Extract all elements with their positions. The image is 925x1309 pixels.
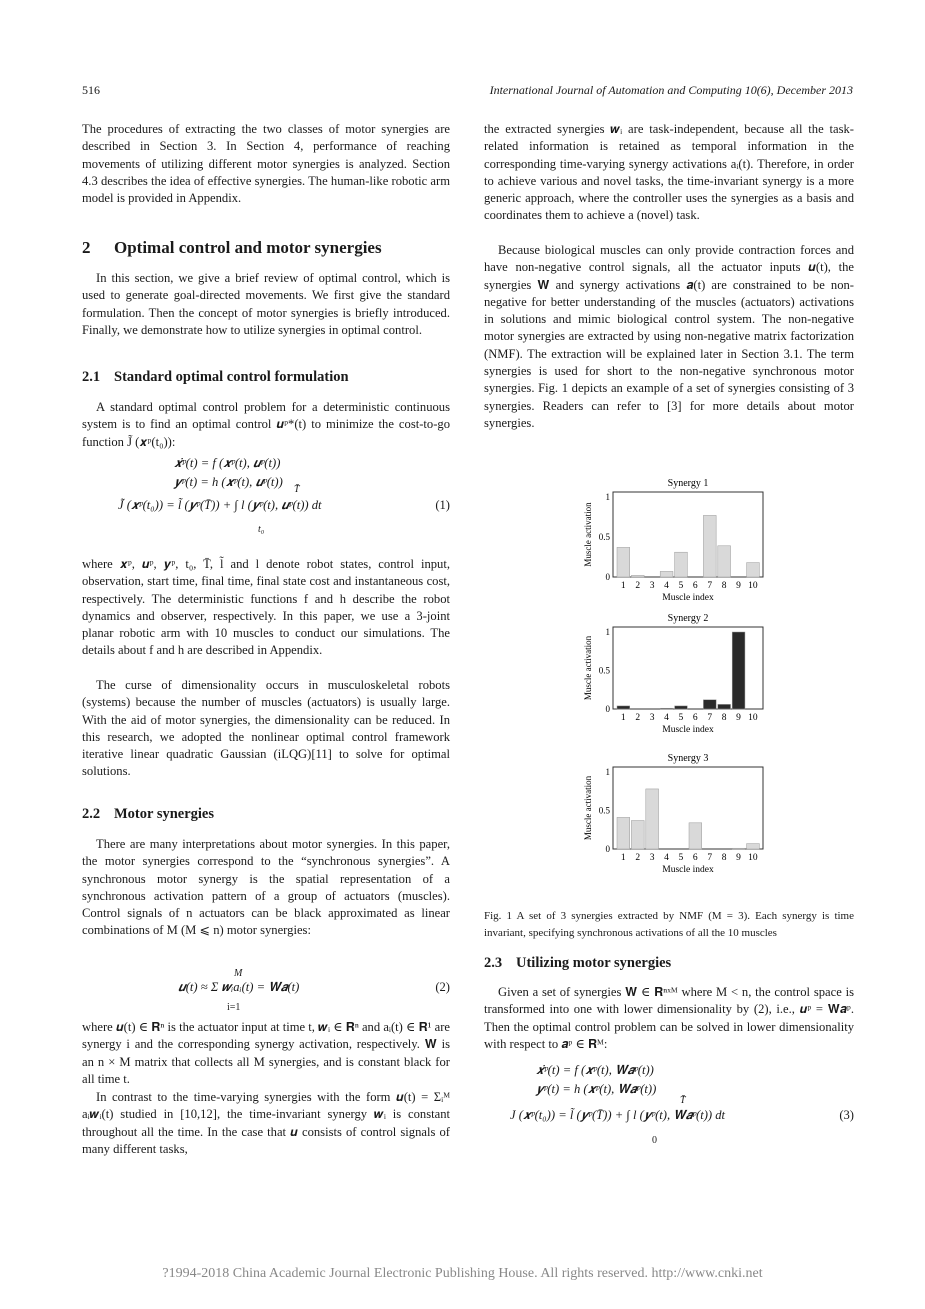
figure-1-synergies: [580, 470, 780, 885]
bar: [660, 571, 673, 577]
x-tick-label: 5: [678, 713, 684, 723]
x-tick-label: 9: [736, 853, 741, 863]
paragraph: In this section, we give a brief review of optimal control, which is used to generate goal-directed movements. We first give the standard formulation. Then the concept of motor synergies is briefly introduced. Finally, we demonstrate how to utilize synergies in optimal control.: [82, 271, 450, 337]
y-tick-label: 1: [605, 767, 610, 777]
equation-3: 𝒙̇ᵖ(t) = f (𝒙ᵖ(t), 𝐖𝒂ᵖ(t)) 𝒚ᵖ(t) = h (𝒙ᵖ(t), 𝐖𝒂ᵖ(t)) J (𝒙ᵖ(t₀)) = l̃ (𝒚ᵖ(T̄)) + ∫ l (𝒚ᵖ(t), 𝐖𝒂ᵖ(t)) dt T̄ 0 (3): [510, 1063, 854, 1146]
y-tick-label: 0: [605, 844, 610, 854]
x-tick-label: 7: [707, 853, 713, 863]
x-tick-label: 1: [620, 853, 626, 863]
page-number: 516: [82, 83, 100, 97]
bar: [675, 706, 688, 709]
bar: [732, 632, 745, 709]
paragraph: Given a set of synergies 𝐖 ∈ 𝐑ⁿˣᴹ where M < n, the control space is transformed into one with lower dimensionality by (2), i.e., 𝒖ᵖ = 𝐖𝒂ᵖ. Then the optimal control problem can be solved in lower dimensionality with respect to 𝒂ᵖ ∈ 𝐑ᴹ:: [484, 985, 854, 1051]
subsection-heading: 2.2 Motor synergies: [82, 806, 214, 822]
x-tick-label: 8: [721, 581, 727, 591]
x-tick-label: 9: [736, 713, 741, 723]
x-tick-label: 8: [721, 853, 727, 863]
equation-2: 𝒖(t) ≈ Σ 𝒘ᵢaᵢ(t) = 𝐖𝒂(t) M i=1 (2): [178, 968, 450, 1013]
bar: [675, 552, 688, 577]
footer-copyright: ?1994-2018 China Academic Journal Electronic Publishing House. All rights reserved. http://www.cnki.net: [162, 1266, 763, 1281]
paragraph: In contrast to the time-varying synergies with the form 𝒖(t) = Σᵢᴹ aᵢ𝒘ᵢ(t) studied in [10,12], the time-invariant synergy 𝒘ᵢ is constant throughout all the time. In the case that 𝒖 consists of control signals of many different tasks,: [82, 1090, 450, 1156]
chart-title: Synergy 3: [667, 753, 709, 764]
bar: [718, 704, 731, 709]
bar: [660, 708, 673, 709]
x-tick-label: 2: [635, 581, 641, 591]
y-tick-label: 0.5: [598, 665, 610, 676]
section-heading: 2 Optimal control and motor synergies: [82, 238, 382, 257]
y-tick-label: 1: [605, 492, 610, 502]
bar: [617, 706, 630, 709]
y-tick-label: 1: [605, 627, 610, 637]
x-tick-label: 8: [721, 713, 727, 723]
equation-1: 𝒙̇ᵖ(t) = f (𝒙ᵖ(t), 𝒖ᵖ(t)) 𝒚ᵖ(t) = h (𝒙ᵖ(t), 𝒖ᵖ(t)) J̃ (𝒙ᵖ(t₀)) = l̃ (𝒚ᵖ(T̄)) + ∫ l (𝒚ᵖ(t), 𝒖ᵖ(t)) dt T̄ t₀ (1): [118, 456, 450, 535]
x-tick-label: 4: [664, 853, 669, 863]
paragraph: where 𝒖(t) ∈ 𝐑ⁿ is the actuator input at time t, 𝒘ᵢ ∈ 𝐑ⁿ and aᵢ(t) ∈ 𝐑¹ are synergy i and the corresponding synergy activation, respectively. 𝐖 is an n × M matrix that collects all M synergies, and is constant black for all time t.: [82, 1020, 450, 1086]
x-tick-label: 5: [678, 853, 684, 863]
x-tick-label: 2: [635, 853, 641, 863]
x-tick-label: 4: [664, 581, 669, 591]
x-tick-label: 1: [620, 713, 626, 723]
figure-caption: Fig. 1 A set of 3 synergies extracted by NMF (M = 3). Each synergy is time invariant, specifying synchronous activations of all the 10 muscles: [484, 910, 854, 939]
paragraph: There are many interpretations about motor synergies. In this paper, the motor synergies correspond to the “synchronous synergies”. A synchronous motor synergy is the spatial representation of a synchronous activation pattern of a group of actuators (muscles). Control signals of n actuators can be black approximated as linear combinations of M (M ⩽ n) motor synergies:: [82, 837, 450, 938]
bar: [703, 700, 716, 709]
x-tick-label: 10: [748, 713, 758, 723]
x-tick-label: 1: [620, 581, 626, 591]
running-header: International Journal of Automation and Computing 10(6), December 2013: [489, 83, 853, 97]
y-tick-label: 0: [605, 572, 610, 582]
bar: [617, 547, 630, 577]
y-tick-label: 0.5: [598, 805, 610, 816]
x-tick-label: 3: [649, 853, 655, 863]
x-tick-label: 7: [707, 713, 713, 723]
paragraph: The curse of dimensionality occurs in musculoskeletal robots (systems) because the number of muscles (actuators) is usually large. With the aid of motor synergies, the dimensionality can be reduced. In this research, we adopted the nonlinear optimal control framework iterative linear quadratic Gaussian (iLQG)[11] to solve for optimal solutions.: [82, 678, 450, 779]
x-tick-label: 2: [635, 713, 641, 723]
x-axis-label: Muscle index: [662, 593, 714, 603]
x-axis-label: Muscle index: [662, 725, 714, 735]
bar: [617, 817, 630, 849]
bar: [718, 546, 731, 577]
x-tick-label: 6: [692, 713, 698, 723]
bar: [747, 844, 760, 849]
subsection-heading: 2.3 Utilizing motor synergies: [484, 955, 672, 971]
x-tick-label: 5: [678, 581, 684, 591]
x-tick-label: 10: [748, 581, 758, 591]
y-axis-label: Muscle activation: [583, 502, 593, 567]
paragraph: where 𝒙ᵖ, 𝒖ᵖ, 𝒚ᵖ, t₀, T̄, l̃ and l denote robot states, control input, observation, start time, final time, final state cost and instantaneous cost, respectively. The deterministic functions f and h describe the robot dynamics and observer, respectively. In this paper, we use a 3-joint planar robotic arm with 10 muscles to conduct our simulations. The details about f and h are described in Appendix.: [82, 557, 450, 658]
bar: [703, 515, 716, 577]
plot-frame: [613, 492, 763, 577]
chart-title: Synergy 2: [667, 613, 709, 624]
x-tick-label: 10: [748, 853, 758, 863]
paragraph: The procedures of extracting the two classes of motor synergies are described in Section 3. In Section 4, performance of reaching movements of utilizing different motor synergies is analyzed. Section 4.3 describes the idea of effective synergies. The human-like robotic arm model is provided in Appendix.: [82, 122, 450, 206]
x-tick-label: 7: [707, 581, 713, 591]
x-tick-label: 9: [736, 581, 741, 591]
paragraph: Because biological muscles can only provide contraction forces and have non-negative control signals, all the actuator inputs 𝒖(t), the synergies 𝐖 and synergy activations 𝒂(t) are constrained to be non-negative for better understanding of the muscles (actuators) activations in solutions and mimic biological control system. The non-negative motor synergies are extracted by using non-negative matrix factorization (NMF). The extraction will be explained later in Section 3.1. The term synergies is used for short to the non-negative synchronous motor synergies. Fig. 1 depicts an example of a set of synergies consisting of 3 synergies. Readers can refer to [3] for more details about motor synergies.: [484, 243, 854, 430]
bar: [646, 789, 659, 849]
bar: [732, 848, 745, 849]
x-tick-label: 3: [649, 713, 655, 723]
x-tick-label: 6: [692, 581, 698, 591]
bar: [689, 823, 702, 849]
x-tick-label: 3: [649, 581, 655, 591]
y-tick-label: 0.5: [598, 532, 610, 542]
paragraph: A standard optimal control problem for a deterministic continuous system is to find an optimal control 𝒖ᵖ*(t) to minimize the cost-to-go function J̃ (𝒙ᵖ(t₀)):: [82, 400, 450, 449]
x-axis-label: Muscle index: [662, 865, 714, 875]
y-axis-label: Muscle activation: [583, 775, 593, 841]
y-axis-label: Muscle activation: [583, 635, 593, 701]
x-tick-label: 4: [664, 713, 669, 723]
chart-title: Synergy 1: [667, 478, 709, 489]
bar: [631, 821, 644, 849]
y-tick-label: 0: [605, 704, 610, 714]
bar: [631, 575, 644, 577]
bar: [747, 563, 760, 577]
x-tick-label: 6: [692, 853, 698, 863]
paragraph: the extracted synergies 𝒘ᵢ are task-independent, because all the task-related information is retained as temporal information in the corresponding time-varying synergy activations aᵢ(t). Therefore, in order to achieve various and novel tasks, the time-invariant synergy is a more generic approach, where the controller uses the synergies as a basis and coordinates them to achieve a (novel) task.: [484, 122, 854, 223]
subsection-heading: 2.1 Standard optimal control formulation: [82, 369, 349, 385]
